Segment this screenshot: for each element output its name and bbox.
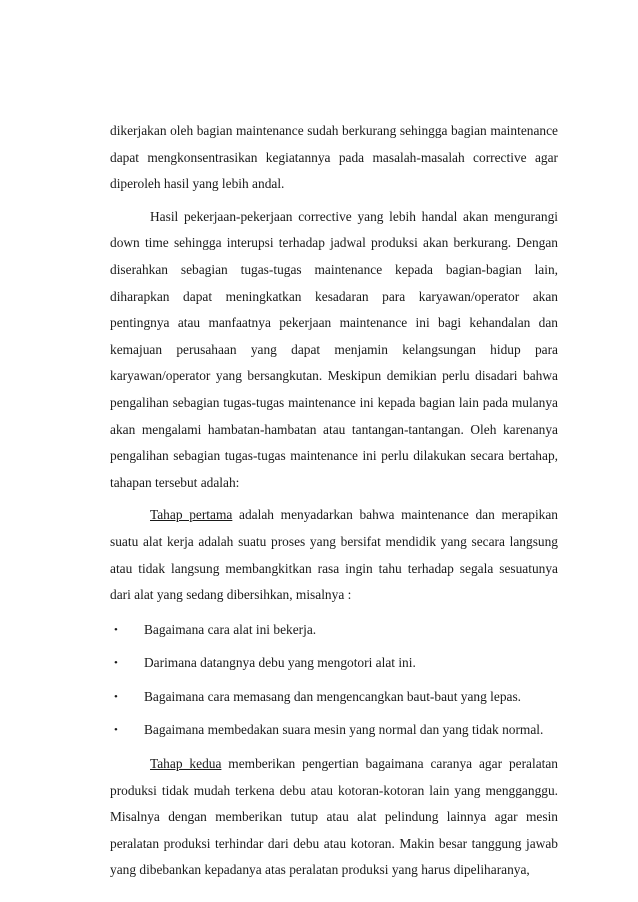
list-item — [110, 650, 558, 677]
list-item — [110, 684, 558, 711]
list-item-text: Bagaimana cara alat ini bekerja. — [144, 621, 317, 637]
tahap-kedua-heading: Tahap kedua — [150, 756, 222, 772]
paragraph-tahap-kedua — [110, 751, 558, 884]
list-item — [110, 617, 558, 644]
paragraph-tahap-pertama — [110, 502, 558, 608]
paragraph-continuation: dikerjakan oleh bagian maintenance sudah berkurang sehingga bagian maintenance dapat mengkonsentrasikan kegiatannya pada masalah-masalah corrective agar diperoleh hasil yang lebih andal. — [110, 123, 558, 192]
bullet-icon: • — [114, 657, 118, 670]
tahap-pertama-text: adalah menyadarkan bahwa maintenance dan merapikan suatu alat kerja adalah suatu proses yang bersifat mendidik yang secara langsung atau tidak langsung membangkitkan rasa ingin tahu terhadap segala sesuatunya dari alat yang sedang dibersihkan, misalnya : — [110, 507, 558, 603]
list-item — [110, 717, 558, 744]
list-item-text: Bagaimana membedakan suara mesin yang normal dan yang tidak normal. — [144, 722, 544, 738]
bullet-list — [110, 617, 558, 744]
paragraph-hasil-pekerjaan: Hasil pekerjaan-pekerjaan corrective yang lebih handal akan mengurangi down time sehingga interupsi terhadap jadwal produksi akan berkurang. Dengan diserahkan sebagian tugas-tugas maintenance kepada bagian-bagian lain, diharapkan dapat meningkatkan kesadaran para karyawan/operator akan pentingnya atau manfaatnya pekerjaan maintenance ini bagi kehandalan dan kemajuan perusahaan yang dapat menjamin kelangsungan hidup para karyawan/operator yang bersangkutan. Meskipun demikian perlu disadari bahwa pengalihan sebagian tugas-tugas maintenance ini kepada bagian lain pada mulanya akan mengalami hambatan-hambatan atau tantangan-tantangan. Oleh karenanya pengalihan sebagian tugas-tugas maintenance ini perlu dilakukan secara bertahap, tahapan tersebut adalah: — [110, 208, 558, 490]
list-item-text: Bagaimana cara memasang dan mengencangkan baut-baut yang lepas. — [144, 688, 522, 704]
tahap-pertama-heading: Tahap pertama — [150, 507, 233, 523]
bullet-icon: • — [114, 724, 118, 737]
bullet-icon: • — [114, 690, 118, 703]
bullet-icon: • — [114, 623, 118, 636]
tahap-kedua-text: memberikan pengertian bagaimana caranya agar peralatan produksi tidak mudah terkena debu atau kotoran-kotoran lain yang mengganggu. Misalnya dengan memberikan tutup atau alat pelindung lainnya agar mesin peralatan produksi terhindar dari debu atau kotoran. Makin besar tanggung jawab yang dibebankan kepadanya atas peralatan produksi yang harus dipeliharanya, — [110, 756, 559, 878]
list-item-text: Darimana datangnya debu yang mengotori alat ini. — [144, 655, 416, 671]
document-page — [110, 118, 558, 884]
